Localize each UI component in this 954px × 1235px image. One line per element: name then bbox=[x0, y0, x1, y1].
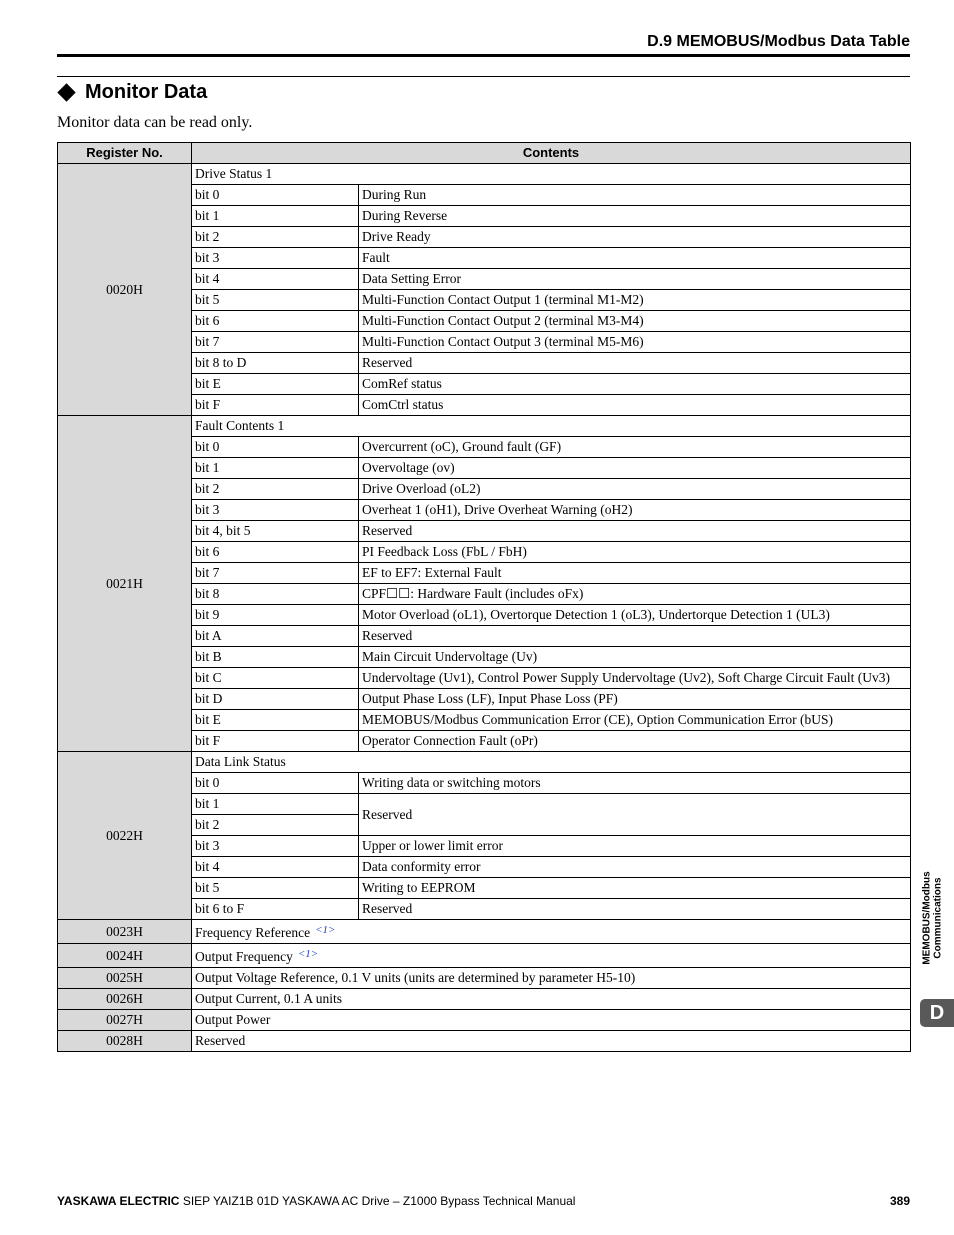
register-cell: 0023H bbox=[58, 920, 192, 944]
bit-cell: bit 4 bbox=[192, 269, 359, 290]
footer-brand: YASKAWA ELECTRIC bbox=[57, 1194, 180, 1208]
group-title: Data Link Status bbox=[192, 752, 911, 773]
bit-cell: bit F bbox=[192, 395, 359, 416]
desc-cell: Undervoltage (Uv1), Control Power Supply Undervoltage (Uv2), Soft Charge Circuit Fault (Uv3) bbox=[359, 668, 911, 689]
bit-cell: bit 1 bbox=[192, 206, 359, 227]
desc-cell: Overheat 1 (oH1), Drive Overheat Warning (oH2) bbox=[359, 500, 911, 521]
bit-cell: bit 6 bbox=[192, 311, 359, 332]
table-row bbox=[58, 989, 911, 1010]
bit-cell: bit F bbox=[192, 731, 359, 752]
register-cell: 0020H bbox=[58, 164, 192, 416]
bit-cell: bit A bbox=[192, 626, 359, 647]
desc-cell: Drive Overload (oL2) bbox=[359, 479, 911, 500]
desc-cell: Multi-Function Contact Output 1 (terminal M1-M2) bbox=[359, 290, 911, 311]
desc-cell: Operator Connection Fault (oPr) bbox=[359, 731, 911, 752]
desc-cell: During Reverse bbox=[359, 206, 911, 227]
table-row bbox=[58, 1010, 911, 1031]
header-register: Register No. bbox=[58, 143, 192, 164]
bit-cell: bit 4, bit 5 bbox=[192, 521, 359, 542]
table-row bbox=[58, 920, 911, 944]
bit-cell: bit 1 bbox=[192, 458, 359, 479]
contents-cell: Reserved bbox=[192, 1031, 911, 1052]
diamond-bullet-icon bbox=[57, 83, 75, 101]
desc-cell: PI Feedback Loss (FbL / FbH) bbox=[359, 542, 911, 563]
section-title: Monitor Data bbox=[85, 81, 208, 103]
bit-cell: bit 3 bbox=[192, 248, 359, 269]
table-row bbox=[58, 1031, 911, 1052]
desc-cell: CPF☐☐: Hardware Fault (includes oFx) bbox=[359, 584, 911, 605]
bit-cell: bit 2 bbox=[192, 815, 359, 836]
table-header-row bbox=[58, 143, 911, 164]
desc-cell: Motor Overload (oL1), Overtorque Detection 1 (oL3), Undertorque Detection 1 (UL3) bbox=[359, 605, 911, 626]
bit-cell: bit B bbox=[192, 647, 359, 668]
intro-text: Monitor data can be read only. bbox=[57, 114, 253, 131]
desc-cell: Reserved bbox=[359, 899, 911, 920]
table-row bbox=[58, 416, 911, 437]
bit-cell: bit 2 bbox=[192, 479, 359, 500]
register-cell: 0025H bbox=[58, 968, 192, 989]
desc-cell: Reserved bbox=[359, 521, 911, 542]
bit-cell: bit 5 bbox=[192, 290, 359, 311]
footer-document bbox=[57, 1194, 575, 1208]
register-cell: 0028H bbox=[58, 1031, 192, 1052]
bit-cell: bit 0 bbox=[192, 773, 359, 794]
contents-cell: Output Voltage Reference, 0.1 V units (units are determined by parameter H5-10) bbox=[192, 968, 911, 989]
desc-cell: ComCtrl status bbox=[359, 395, 911, 416]
contents-cell bbox=[192, 920, 911, 944]
desc-cell: Reserved bbox=[359, 794, 911, 836]
bit-cell: bit D bbox=[192, 689, 359, 710]
footnote-ref-link[interactable]: <1> bbox=[297, 948, 319, 960]
bit-cell: bit E bbox=[192, 710, 359, 731]
desc-cell: Output Phase Loss (LF), Input Phase Loss (PF) bbox=[359, 689, 911, 710]
bit-cell: bit 7 bbox=[192, 332, 359, 353]
desc-cell: Overcurrent (oC), Ground fault (GF) bbox=[359, 437, 911, 458]
desc-cell: Multi-Function Contact Output 2 (terminal M3-M4) bbox=[359, 311, 911, 332]
group-title: Fault Contents 1 bbox=[192, 416, 911, 437]
chapter-side-tab bbox=[918, 850, 948, 985]
bit-cell: bit 6 to F bbox=[192, 899, 359, 920]
bit-cell: bit 8 to D bbox=[192, 353, 359, 374]
desc-cell: Writing to EEPROM bbox=[359, 878, 911, 899]
chapter-letter-badge: D bbox=[920, 999, 954, 1027]
register-cell: 0021H bbox=[58, 416, 192, 752]
desc-cell: During Run bbox=[359, 185, 911, 206]
contents-cell: Output Current, 0.1 A units bbox=[192, 989, 911, 1010]
register-cell: 0026H bbox=[58, 989, 192, 1010]
contents-cell bbox=[192, 944, 911, 968]
header-rule-thin bbox=[57, 76, 910, 77]
desc-cell: Data Setting Error bbox=[359, 269, 911, 290]
desc-cell: Multi-Function Contact Output 3 (terminal M5-M6) bbox=[359, 332, 911, 353]
table-row bbox=[58, 944, 911, 968]
table-row bbox=[58, 968, 911, 989]
bit-cell: bit 1 bbox=[192, 794, 359, 815]
desc-cell: Main Circuit Undervoltage (Uv) bbox=[359, 647, 911, 668]
header-rule-thick bbox=[57, 54, 910, 57]
register-cell: 0022H bbox=[58, 752, 192, 920]
contents-text: Frequency Reference bbox=[195, 925, 311, 940]
table-row bbox=[58, 164, 911, 185]
desc-cell: Reserved bbox=[359, 353, 911, 374]
desc-cell: Reserved bbox=[359, 626, 911, 647]
register-cell: 0024H bbox=[58, 944, 192, 968]
running-header: D.9 MEMOBUS/Modbus Data Table bbox=[647, 33, 910, 50]
desc-cell: Overvoltage (ov) bbox=[359, 458, 911, 479]
chapter-side-line1: MEMOBUS/Modbus bbox=[922, 870, 934, 965]
footer-doc-title: SIEP YAIZ1B 01D YASKAWA AC Drive – Z1000 Bypass Technical Manual bbox=[182, 1194, 576, 1208]
desc-cell: Fault bbox=[359, 248, 911, 269]
group-title: Drive Status 1 bbox=[192, 164, 911, 185]
bit-cell: bit 3 bbox=[192, 836, 359, 857]
bit-cell: bit 7 bbox=[192, 563, 359, 584]
desc-cell: ComRef status bbox=[359, 374, 911, 395]
bit-cell: bit 2 bbox=[192, 227, 359, 248]
desc-cell: Writing data or switching motors bbox=[359, 773, 911, 794]
bit-cell: bit 3 bbox=[192, 500, 359, 521]
bit-cell: bit 5 bbox=[192, 878, 359, 899]
desc-cell: Upper or lower limit error bbox=[359, 836, 911, 857]
header-contents: Contents bbox=[192, 143, 911, 164]
contents-text: Output Frequency bbox=[195, 949, 293, 964]
desc-cell: MEMOBUS/Modbus Communication Error (CE), Option Communication Error (bUS) bbox=[359, 710, 911, 731]
bit-cell: bit 8 bbox=[192, 584, 359, 605]
page-number: 389 bbox=[889, 1194, 910, 1208]
table-row bbox=[58, 752, 911, 773]
bit-cell: bit 6 bbox=[192, 542, 359, 563]
chapter-side-line2: Communications bbox=[933, 876, 945, 959]
register-cell: 0027H bbox=[58, 1010, 192, 1031]
bit-cell: bit E bbox=[192, 374, 359, 395]
monitor-data-table bbox=[57, 142, 911, 1052]
desc-cell: EF to EF7: External Fault bbox=[359, 563, 911, 584]
bit-cell: bit 4 bbox=[192, 857, 359, 878]
bit-cell: bit C bbox=[192, 668, 359, 689]
desc-cell: Drive Ready bbox=[359, 227, 911, 248]
chapter-side-label bbox=[922, 871, 944, 964]
section-heading bbox=[57, 81, 207, 104]
bit-cell: bit 9 bbox=[192, 605, 359, 626]
desc-cell: Data conformity error bbox=[359, 857, 911, 878]
footnote-ref-link[interactable]: <1> bbox=[315, 924, 336, 936]
contents-cell: Output Power bbox=[192, 1010, 911, 1031]
bit-cell: bit 0 bbox=[192, 185, 359, 206]
bit-cell: bit 0 bbox=[192, 437, 359, 458]
